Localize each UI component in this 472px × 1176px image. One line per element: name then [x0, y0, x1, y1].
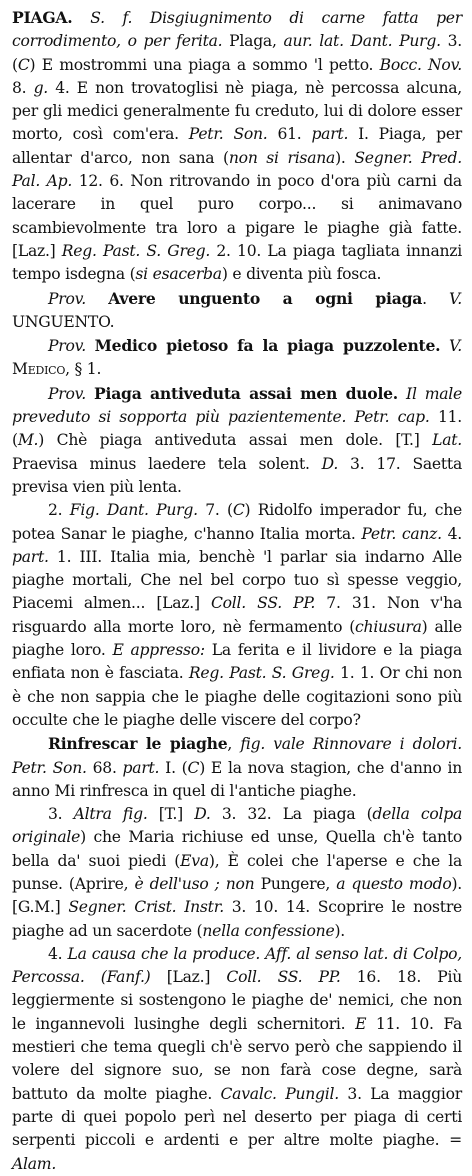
body-text: ) che Maria richiuse ed unse, Quella ch'è tanto bella da' suoi piedi ( [12, 828, 462, 870]
body-text: Pungere, [254, 874, 337, 893]
body-text [86, 290, 108, 308]
italic-text: part. [122, 758, 160, 777]
body-text: ) alle piaghe loro. [12, 617, 462, 660]
italic-text: C [187, 758, 200, 777]
body-text: ). [334, 921, 346, 940]
italic-text: V. [449, 337, 462, 356]
italic-text: Coll. SS. PP. [210, 594, 316, 613]
body-text: La ferita e il lividore e la piaga enfiata non è fasciata. [12, 641, 462, 683]
body-text: ) e diventa più fosca. [221, 265, 382, 284]
body-text: 4. [441, 524, 462, 543]
body-text [86, 385, 94, 403]
body-text [440, 337, 449, 355]
body-text: 12. 6. Non ritrovando in poco d'ora più carni da lacerare in quel puro corpo... si animavano scambievolmente tra loro a pigare le piaghe già fatte. [Laz.] [12, 172, 462, 260]
italic-text: Cavalc. Pungil. [220, 1084, 339, 1103]
body-text: ) Chè piaga antiveduta assai men dole. [T.] [38, 431, 433, 450]
italic-text: part. [12, 547, 49, 566]
body-text: 8. [12, 78, 34, 97]
body-text: , [227, 735, 241, 754]
italic-text: g. [33, 78, 49, 97]
italic-text: Petr. Son. [188, 125, 268, 144]
italic-text: Coll. SS. PP. [226, 968, 341, 987]
italic-text: S. f. Disgiugnimento di carne fatta per corrodimento, o per ferita. [12, 9, 462, 51]
italic-text: fig. vale Rinnovare i dolori. Petr. Son. [12, 735, 462, 777]
italic-text: D. [194, 805, 211, 824]
italic-text: D. [321, 454, 339, 473]
body-text: 3. 10. 14. Scoprire le nostre piaghe ad un sacerdote ( [12, 898, 463, 940]
body-text: 1. 1. Or chi non è che non sappia che le piaghe delle cogitazioni sono più occulte che le piaghe delle viscere del corpo? [12, 664, 462, 729]
italic-text: si esacerba [135, 265, 222, 284]
body-text: ). [G.M.] [12, 874, 463, 917]
body-text: Praevisa minus laedere tela solent. [12, 454, 322, 473]
italic-text: nella confessione [202, 921, 335, 940]
entry-paragraph [12, 382, 462, 499]
body-text: 1. III. Italia mia, benchè 'l parlar sia indarno Alle piaghe mortali, Che nel bel corpo tuo sì spesse veggio, Piacemi almen... [Laz.] [12, 547, 462, 613]
body-text: Medico [12, 360, 66, 379]
body-text: 7. 31. Non v'ha risguardo alla morte loro, nè fermamento ( [12, 594, 462, 636]
body-text: 11. ( [12, 408, 462, 450]
italic-text: Segner. Crist. Instr. [68, 898, 224, 917]
entry-paragraph [12, 943, 462, 1176]
italic-text: chiusura [355, 617, 422, 636]
body-text: 3. [48, 805, 74, 824]
body-text: 3. 17. Saetta previsa vien più lenta. [12, 454, 462, 496]
entry-definition [12, 6, 462, 287]
body-text: 2. [48, 501, 70, 520]
italic-text: E appresso: [112, 641, 205, 660]
italic-text: Reg. Past. S. Greg. [61, 241, 211, 260]
body-text [86, 337, 95, 355]
body-text: 4. [48, 944, 68, 963]
headword-text: Medico pietoso fa la piaga puzzolente. [94, 336, 441, 356]
italic-text: Il male preveduto si sopporta più pazientemente. Petr. cap. [12, 384, 462, 427]
body-text: [T.] [147, 805, 195, 824]
body-text: ), È colei che l'aperse e che la punse. (Aprire, [12, 851, 463, 893]
body-text: I. ( [159, 758, 188, 777]
body-text: 61. [267, 125, 312, 144]
italic-text: è dell'uso ; non [134, 874, 255, 893]
entry-paragraph [12, 499, 462, 732]
italic-text: Bocc. Nov. [379, 55, 462, 74]
body-text: 7. ( [197, 501, 233, 520]
entry-paragraph [12, 732, 462, 803]
italic-text: Reg. Past. S. Greg. [188, 664, 335, 683]
body-text: ) Ridolfo imperador fu, che potea Sanar le piaghe, c'hanno Italia morta. [12, 501, 462, 543]
italic-text: Prov. [48, 337, 87, 356]
body-text: 3. 32. La piaga ( [210, 805, 373, 824]
body-text: ) E la nova stagion, che d'anno in anno Mi rinfresca in quel di l'antiche piaghe. [12, 758, 462, 800]
body-text: 3. ( [12, 32, 462, 74]
body-text: I. Piaga, per allentar d'arco, non sana ( [12, 125, 463, 167]
body-text [72, 9, 90, 27]
italic-text: Altra fig. [73, 805, 148, 824]
headword-text: Piaga antiveduta assai men duole. [94, 383, 398, 403]
italic-text: aur. lat. Dant. Purg. [283, 32, 441, 51]
body-text: , § 1. [65, 360, 102, 379]
italic-text: E [355, 1014, 367, 1033]
italic-text: a questo modo [336, 874, 452, 893]
headword-text: PIAGA. [12, 8, 73, 27]
italic-text: Fig. Dant. Purg. [69, 501, 198, 520]
italic-text: Lat. [432, 431, 462, 450]
body-text: 11. 10. Fa mestieri che tema quegli ch'è servo però che sappiendo il volere del signore suo, se non farà cose degne, sarà battuto da molte piaghe. [12, 1014, 462, 1103]
italic-text: della colpa originale [12, 805, 463, 847]
body-text: 68. [86, 758, 123, 777]
italic-text: Prov. [48, 289, 87, 308]
italic-text: Eva [180, 851, 209, 870]
italic-text: V. [449, 289, 462, 308]
body-text: 3. La maggior parte di quei popolo perì nel deserto per piaga di certi serpenti piccoli e ardenti e per altre molte piaghe. = [12, 1084, 462, 1150]
entry-paragraph [12, 334, 462, 382]
italic-text: M. [17, 431, 39, 450]
italic-text: C [17, 55, 30, 74]
italic-text: Prov. [48, 384, 87, 403]
body-text: [Laz.] [150, 968, 227, 987]
italic-text: Petr. canz. [361, 524, 442, 543]
italic-text: Alam. [12, 1154, 57, 1173]
entry-paragraph [12, 287, 462, 335]
headword-text: Avere unguento a ogni piaga [108, 288, 423, 308]
italic-text: C [232, 501, 245, 520]
body-text: . [422, 289, 449, 308]
italic-text: non si risana [228, 148, 336, 167]
headword-text: Rinfrescar le piaghe [48, 734, 228, 754]
body-text: 2. 10. La piaga tagliata innanzi tempo isdegna ( [12, 241, 462, 284]
italic-text: Segner. Pred. Pal. Ap. [12, 148, 462, 191]
body-text: Plaga, [222, 32, 284, 51]
body-text: UNGUENTO. [12, 312, 115, 331]
italic-text: La causa che la produce. Aff. al senso lat. di Colpo, Percossa. (Fanf.) [12, 944, 462, 987]
body-text: ) E mostrommi una piaga a sommo 'l petto. [29, 55, 380, 74]
italic-text: part. [311, 125, 349, 144]
body-text: 4. E non trovatoglisi nè piaga, nè percossa alcuna, per gli medici generalmente fu creduto, lui di dolore esser morto, così com'era. [12, 78, 463, 144]
body-text: ). [335, 148, 355, 167]
entry-paragraph [12, 803, 462, 943]
body-text: 16. 18. Più leggiermente si sostengono le piaghe de' nemici, che non le ingannevoli lusinghe degli schernitori. [12, 968, 463, 1033]
body-text [398, 385, 406, 403]
